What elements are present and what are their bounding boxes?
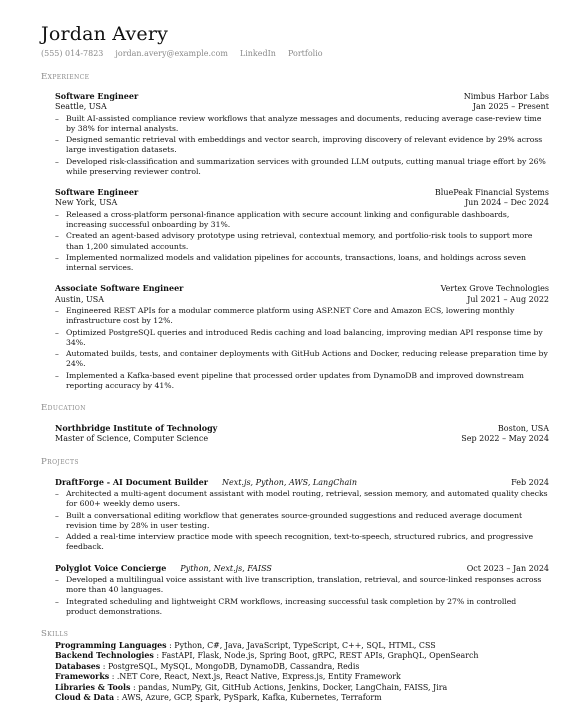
project-bullets: [55, 575, 549, 617]
job-row-1: [55, 187, 549, 198]
school-name: Northbridge Institute of Technology: [55, 423, 218, 434]
bullet-item: – Implemented normalized models and validation pipelines for accounts, transactions, loans, and holdings across seven internal services.: [55, 253, 549, 273]
job-location: Austin, USA: [55, 294, 105, 304]
education-row-1: [55, 423, 549, 434]
skill-line: [55, 651, 549, 662]
linkedin-link[interactable]: LinkedIn: [239, 49, 276, 58]
job-row-2: [55, 198, 549, 208]
project-tech: Python, Next.js, FAISS: [180, 563, 272, 573]
email-link[interactable]: jordan.avery@example.com: [115, 49, 228, 58]
project-name: Polyglot Voice Concierge: [55, 562, 167, 573]
education-heading: Education: [41, 403, 86, 414]
job-title: Associate Software Engineer: [55, 283, 184, 294]
school-location: Boston, USA: [497, 424, 549, 434]
job-dates: Jun 2024 – Dec 2024: [464, 198, 549, 208]
bullet-item: – Added a real-time interview practice mode with speech recognition, text-to-speech, structured rubrics, and progressive feedback.: [55, 532, 549, 552]
skill-values: AWS, Azure, GCP, Spark, PySpark, Kafka, Kubernetes, Terraform: [121, 693, 382, 703]
job-row-1: [55, 283, 549, 294]
job-bullets: [55, 210, 549, 274]
skill-values: Python, C#, Java, JavaScript, TypeScript, C++, SQL, HTML, CSS: [174, 640, 436, 650]
experience-section: [41, 91, 549, 391]
skill-line: [55, 641, 549, 652]
project-name: DraftForge - AI Document Builder: [55, 476, 208, 487]
candidate-name: Jordan Avery: [41, 23, 169, 45]
experience-heading: Experience: [41, 72, 90, 82]
skill-line: [55, 683, 549, 694]
job-location: Seattle, USA: [55, 102, 107, 112]
bullet-item: – Built a conversational editing workflow that generates source-grounded suggestions and reduced average document revision time by 28% in user testing.: [55, 511, 549, 531]
job-dates: Jul 2021 – Aug 2022: [467, 294, 549, 304]
project-entry: [55, 477, 549, 553]
skill-category: Libraries & Tools: [55, 682, 131, 692]
job-dates: Jan 2025 – Present: [472, 102, 549, 112]
job-title: Software Engineer: [55, 187, 139, 198]
skill-line: [55, 672, 549, 683]
project-date: Feb 2024: [511, 477, 549, 487]
skill-category: Backend Technologies: [55, 651, 154, 661]
phone-text: (555) 014-7823: [41, 49, 104, 58]
project-head: [55, 563, 272, 574]
project-row: [55, 563, 549, 574]
bullet-item: – Optimized PostgreSQL queries and introduced Redis caching and load balancing, improving median API response time by 34%.: [55, 328, 549, 348]
skill-category: Databases: [55, 661, 101, 671]
job-row-1: [55, 91, 549, 102]
job-row-2: [55, 295, 549, 305]
education-dates: Sep 2022 – May 2024: [461, 434, 549, 444]
skill-category: Cloud & Data: [55, 693, 115, 703]
projects-section: [41, 477, 549, 617]
bullet-item: – Developed risk-classification and summarization services with grounded LLM outputs, cutting manual triage effort by 26% while preserving reviewer control.: [55, 157, 549, 177]
project-bullets: [55, 489, 549, 553]
skill-values: pandas, NumPy, Git, GitHub Actions, Jenkins, Docker, LangChain, FAISS, Jira: [138, 682, 448, 692]
skill-category: Frameworks: [55, 672, 110, 682]
project-tech: Next.js, Python, AWS, LangChain: [221, 477, 358, 487]
bullet-item: – Created an agent-based advisory prototype using retrieval, contextual memory, and portfolio-risk tools to support more than 1,200 simulated accounts.: [55, 231, 549, 251]
skill-line: [55, 693, 549, 704]
project-date: Oct 2023 – Jan 2024: [466, 563, 549, 573]
projects-heading: Projects: [41, 456, 79, 467]
bullet-item: – Engineered REST APIs for a modular commerce platform using ASP.NET Core and Amazon ECS, lowering monthly infrastructure cost by 12%.: [55, 306, 549, 326]
job-bullets: [55, 114, 549, 178]
project-head: [55, 477, 357, 488]
bullet-item: – Automated builds, tests, and container deployments with GitHub Actions and Docker, reducing release preparation time by 24%.: [55, 349, 549, 369]
skills-heading: Skills: [41, 628, 69, 639]
skill-separator: :: [153, 651, 162, 661]
contact-line: [41, 49, 549, 58]
experience-entry: [55, 91, 549, 177]
skill-separator: :: [100, 661, 108, 671]
skill-values: PostgreSQL, MySQL, MongoDB, DynamoDB, Cassandra, Redis: [107, 661, 360, 671]
portfolio-link[interactable]: Portfolio: [287, 49, 323, 58]
bullet-item: – Architected a multi-agent document assistant with model routing, retrieval, session memory, and automated quality checks for 600+ weekly demo users.: [55, 489, 549, 509]
education-row-2: [55, 434, 549, 444]
company-name: BluePeak Financial Systems: [434, 188, 549, 198]
skill-category: Programming Languages: [55, 640, 167, 650]
bullet-item: – Implemented a Kafka-based event pipeline that processed order updates from DynamoDB and improved downstream reporting accuracy by 41%.: [55, 371, 549, 391]
job-row-2: [55, 102, 549, 112]
project-entry: [55, 563, 549, 617]
bullet-item: – Developed a multilingual voice assistant with live transcription, translation, retrieval, and source-linked responses across more than 40 languages.: [55, 575, 549, 595]
job-location: New York, USA: [55, 198, 118, 208]
project-row: [55, 477, 549, 488]
skill-line: [55, 662, 549, 673]
skill-values: FastAPI, Flask, Node.js, Spring Boot, gRPC, REST APIs, GraphQL, OpenSearch: [161, 651, 479, 661]
skill-separator: :: [114, 693, 122, 703]
company-name: Nimbus Harbor Labs: [463, 92, 549, 101]
bullet-item: – Integrated scheduling and lightweight CRM workflows, increasing successful task completion by 27% in controlled product demonstrations.: [55, 597, 549, 617]
bullet-item: – Built AI-assisted compliance review workflows that analyze messages and documents, reducing average case-review time by 38% for internal analysts.: [55, 114, 549, 134]
bullet-item: – Designed semantic retrieval with embeddings and vector search, improving discovery of relevant evidence by 29% across large investigation datasets.: [55, 135, 549, 155]
skills-section: [55, 641, 549, 704]
experience-entry: [55, 283, 549, 391]
skill-separator: :: [109, 672, 117, 682]
job-bullets: [55, 306, 549, 391]
experience-entry: [55, 187, 549, 273]
bullet-item: – Released a cross-platform personal-finance application with secure account linking and configurable dashboards, increasing successful onboarding by 31%.: [55, 210, 549, 230]
job-title: Software Engineer: [55, 91, 139, 101]
company-name: Vertex Grove Technologies: [440, 284, 549, 294]
degree: Master of Science, Computer Science: [55, 434, 209, 444]
skill-separator: :: [166, 640, 175, 650]
education-entry: [55, 423, 549, 445]
skill-separator: :: [130, 682, 139, 692]
skill-values: .NET Core, React, Next.js, React Native, Express.js, Entity Framework: [116, 672, 401, 682]
